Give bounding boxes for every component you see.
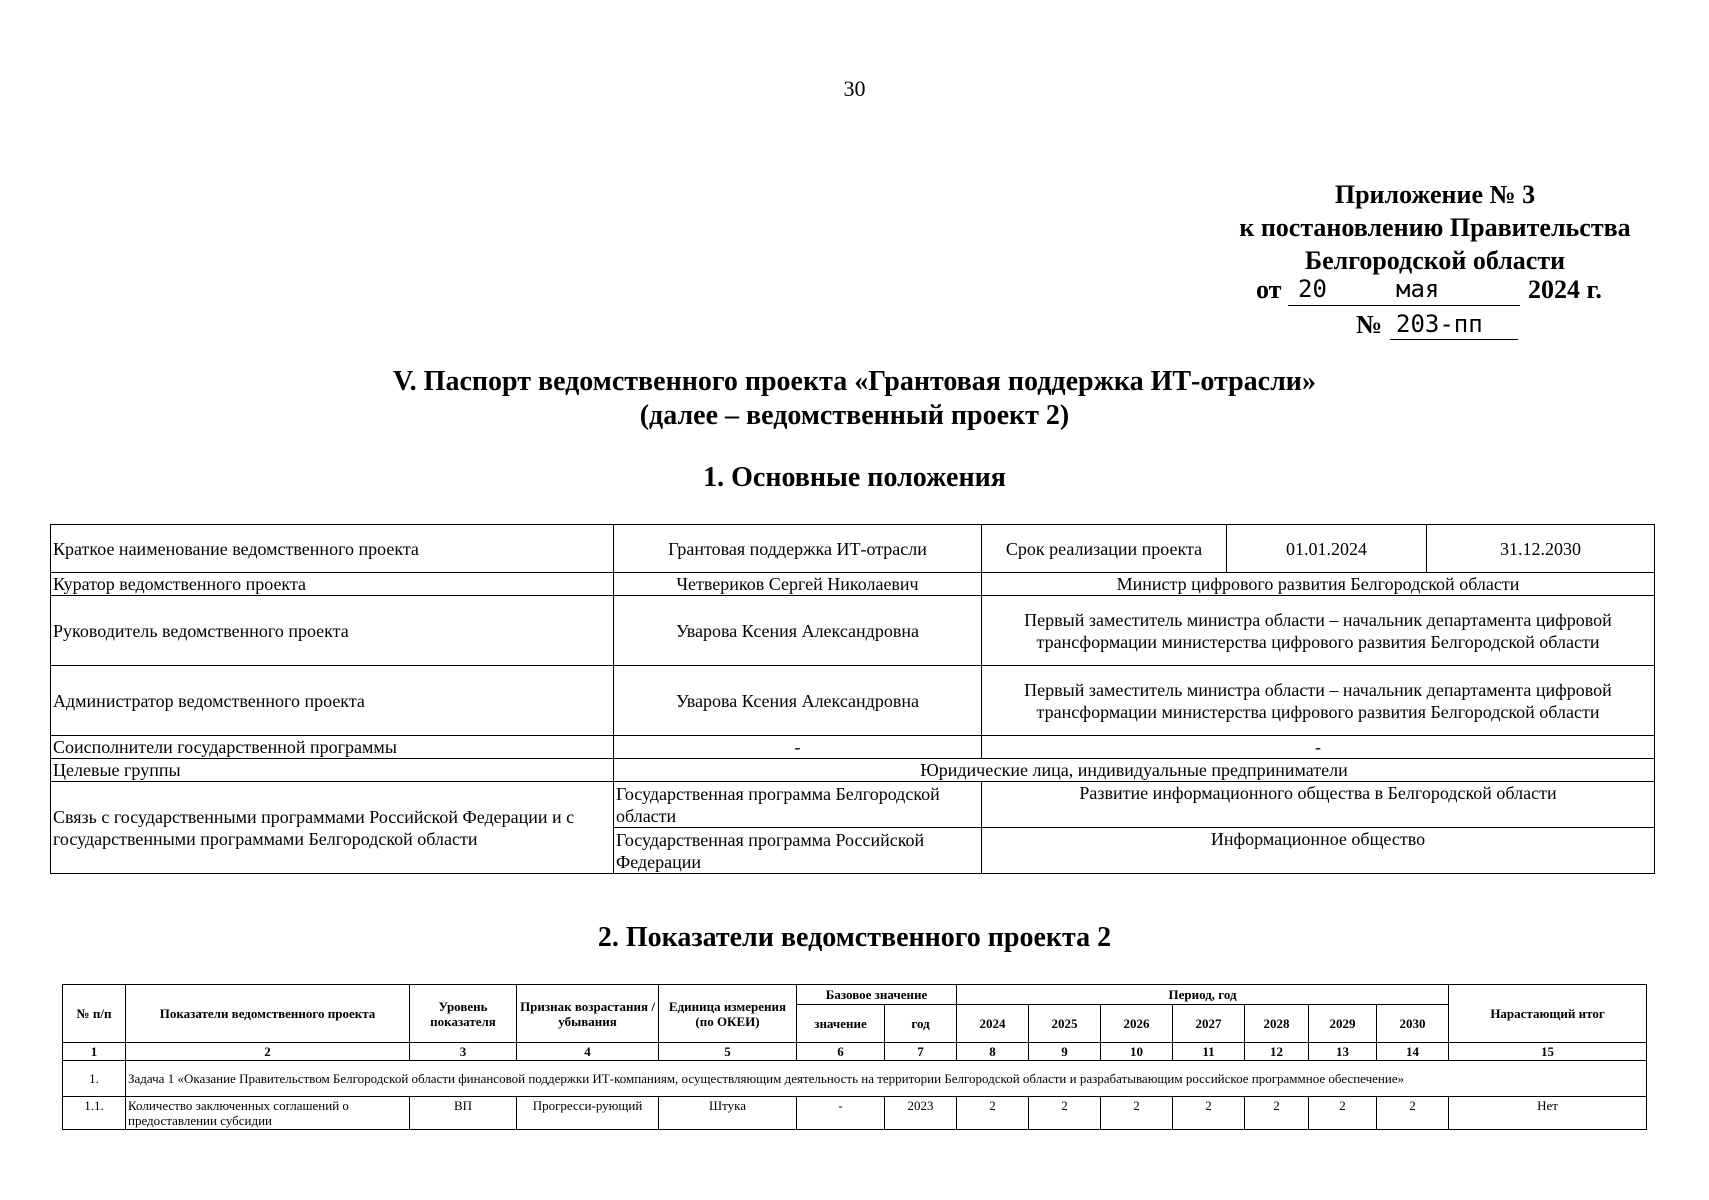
programs-link-label: Связь с государственными программами Российской Федерации и с государственными программами Белгородской области (51, 782, 614, 874)
column-number: 4 (517, 1043, 659, 1061)
column-number: 6 (797, 1043, 885, 1061)
header-base-year: год (885, 1005, 957, 1043)
regional-program-label: Государственная программа Белгородской области (614, 782, 982, 828)
header-year: 2025 (1029, 1005, 1101, 1043)
title-line-1: V. Паспорт ведомственного проекта «Грантовая поддержка ИТ-отрасли» (393, 366, 1316, 397)
section-1-heading: 1. Основные положения (703, 462, 1006, 493)
header-unit: Единица измерения (по ОКЕИ) (659, 985, 797, 1043)
table-row (51, 596, 1655, 666)
column-number: 3 (410, 1043, 517, 1061)
table-row (51, 525, 1655, 573)
curator-name: Четвериков Сергей Николаевич (614, 573, 982, 596)
head-name: Уварова Ксения Александровна (614, 596, 982, 666)
appendix-line-3: Белгородской области (1304, 246, 1566, 275)
term-end: 31.12.2030 (1427, 525, 1655, 573)
row-cumulative: Нет (1449, 1097, 1647, 1130)
table-row (63, 1097, 1647, 1130)
row-unit: Штука (659, 1097, 797, 1130)
date-month: мая (1396, 275, 1440, 303)
header-year: 2030 (1377, 1005, 1449, 1043)
main-provisions-table (50, 524, 1655, 874)
regional-program-value: Развитие информационного общества в Белгородской области (982, 782, 1655, 828)
header-year: 2028 (1245, 1005, 1309, 1043)
header-row (63, 985, 1647, 1005)
title-line-2: (далее – ведомственный проект 2) (639, 400, 1070, 431)
number-sign: № (1356, 310, 1383, 339)
row-num: 1.1. (63, 1097, 126, 1130)
column-number: 11 (1173, 1043, 1245, 1061)
row-base-year: 2023 (885, 1097, 957, 1130)
column-number: 1 (63, 1043, 126, 1061)
curator-label: Куратор ведомственного проекта (51, 573, 614, 596)
indicators-table (62, 984, 1647, 1130)
appendix-line-2: к постановлению Правительства (1239, 213, 1631, 242)
admin-name: Уварова Ксения Александровна (614, 666, 982, 736)
federal-program-label: Государственная программа Российской Федерации (614, 828, 982, 874)
appendix-header (1200, 178, 1670, 277)
column-number: 10 (1101, 1043, 1173, 1061)
date-prefix: от (1256, 275, 1282, 304)
task-row (63, 1061, 1647, 1097)
document-title (0, 365, 1709, 433)
head-position: Первый заместитель министра области – начальник департамента цифровой трансформации министерства цифрового развития Белгородской области (982, 596, 1655, 666)
federal-program-value: Информационное общество (982, 828, 1655, 874)
row-value: 2 (1029, 1097, 1101, 1130)
header-indicator: Показатели ведомственного проекта (126, 985, 410, 1043)
appendix-line-1: Приложение № 3 (1334, 180, 1536, 209)
target-groups-label: Целевые группы (51, 759, 614, 782)
coexec-label: Соисполнители государственной программы (51, 736, 614, 759)
section-2-heading: 2. Показатели ведомственного проекта 2 (597, 922, 1112, 953)
row-value: 2 (957, 1097, 1029, 1130)
header-year: 2029 (1309, 1005, 1377, 1043)
header-trend: Признак возрастания / убывания (517, 985, 659, 1043)
term-start: 01.01.2024 (1227, 525, 1427, 573)
column-number: 14 (1377, 1043, 1449, 1061)
row-value: 2 (1101, 1097, 1173, 1130)
row-value: 2 (1309, 1097, 1377, 1130)
column-number: 15 (1449, 1043, 1647, 1061)
target-groups-value: Юридические лица, индивидуальные предприниматели (614, 759, 1655, 782)
column-number: 12 (1245, 1043, 1309, 1061)
row-value: 2 (1173, 1097, 1245, 1130)
term-label: Срок реализации проекта (982, 525, 1227, 573)
row-value: 2 (1245, 1097, 1309, 1130)
column-number: 9 (1029, 1043, 1101, 1061)
header-year: 2027 (1173, 1005, 1245, 1043)
header-period: Период, год (957, 985, 1449, 1005)
task-num: 1. (63, 1061, 126, 1097)
short-name-value: Грантовая поддержка ИТ-отрасли (614, 525, 982, 573)
header-base: Базовое значение (797, 985, 957, 1005)
row-level: ВП (410, 1097, 517, 1130)
row-indicator: Количество заключенных соглашений о предоставлении субсидии (126, 1097, 410, 1130)
row-base-value: - (797, 1097, 885, 1130)
header-cumulative: Нарастающий итог (1449, 985, 1647, 1043)
date-year: 2024 г. (1528, 275, 1602, 304)
date-underline (1288, 275, 1520, 306)
number-value: 203-пп (1390, 310, 1518, 340)
header-year: 2026 (1101, 1005, 1173, 1043)
header-base-value: значение (797, 1005, 885, 1043)
row-value: 2 (1377, 1097, 1449, 1130)
column-number: 5 (659, 1043, 797, 1061)
header-year: 2024 (957, 1005, 1029, 1043)
coexec-value-2: - (982, 736, 1655, 759)
row-trend: Прогресси-рующий (517, 1097, 659, 1130)
appendix-number (1356, 310, 1676, 346)
table-row (51, 736, 1655, 759)
admin-label: Администратор ведомственного проекта (51, 666, 614, 736)
column-number: 13 (1309, 1043, 1377, 1061)
coexec-value-1: - (614, 736, 982, 759)
page-number: 30 (843, 76, 866, 101)
head-label: Руководитель ведомственного проекта (51, 596, 614, 666)
column-number: 2 (126, 1043, 410, 1061)
column-number: 7 (885, 1043, 957, 1061)
table-row (51, 759, 1655, 782)
table-row (51, 782, 1655, 828)
column-number-row (63, 1043, 1647, 1061)
task-text: Задача 1 «Оказание Правительством Белгородской области финансовой поддержки ИТ-компаниям, осуществляющим деятельность на территории Белгородской области и разрабатывающим российское программное обеспечение» (126, 1061, 1647, 1097)
column-number: 8 (957, 1043, 1029, 1061)
admin-position: Первый заместитель министра области – начальник департамента цифровой трансформации министерства цифрового развития Белгородской области (982, 666, 1655, 736)
table-row (51, 666, 1655, 736)
appendix-date (1256, 275, 1676, 311)
short-name-label: Краткое наименование ведомственного проекта (51, 525, 614, 573)
date-day: 20 (1298, 275, 1327, 303)
curator-position: Министр цифрового развития Белгородской области (982, 573, 1655, 596)
header-num: № п/п (63, 985, 126, 1043)
header-level: Уровень показателя (410, 985, 517, 1043)
table-row (51, 573, 1655, 596)
